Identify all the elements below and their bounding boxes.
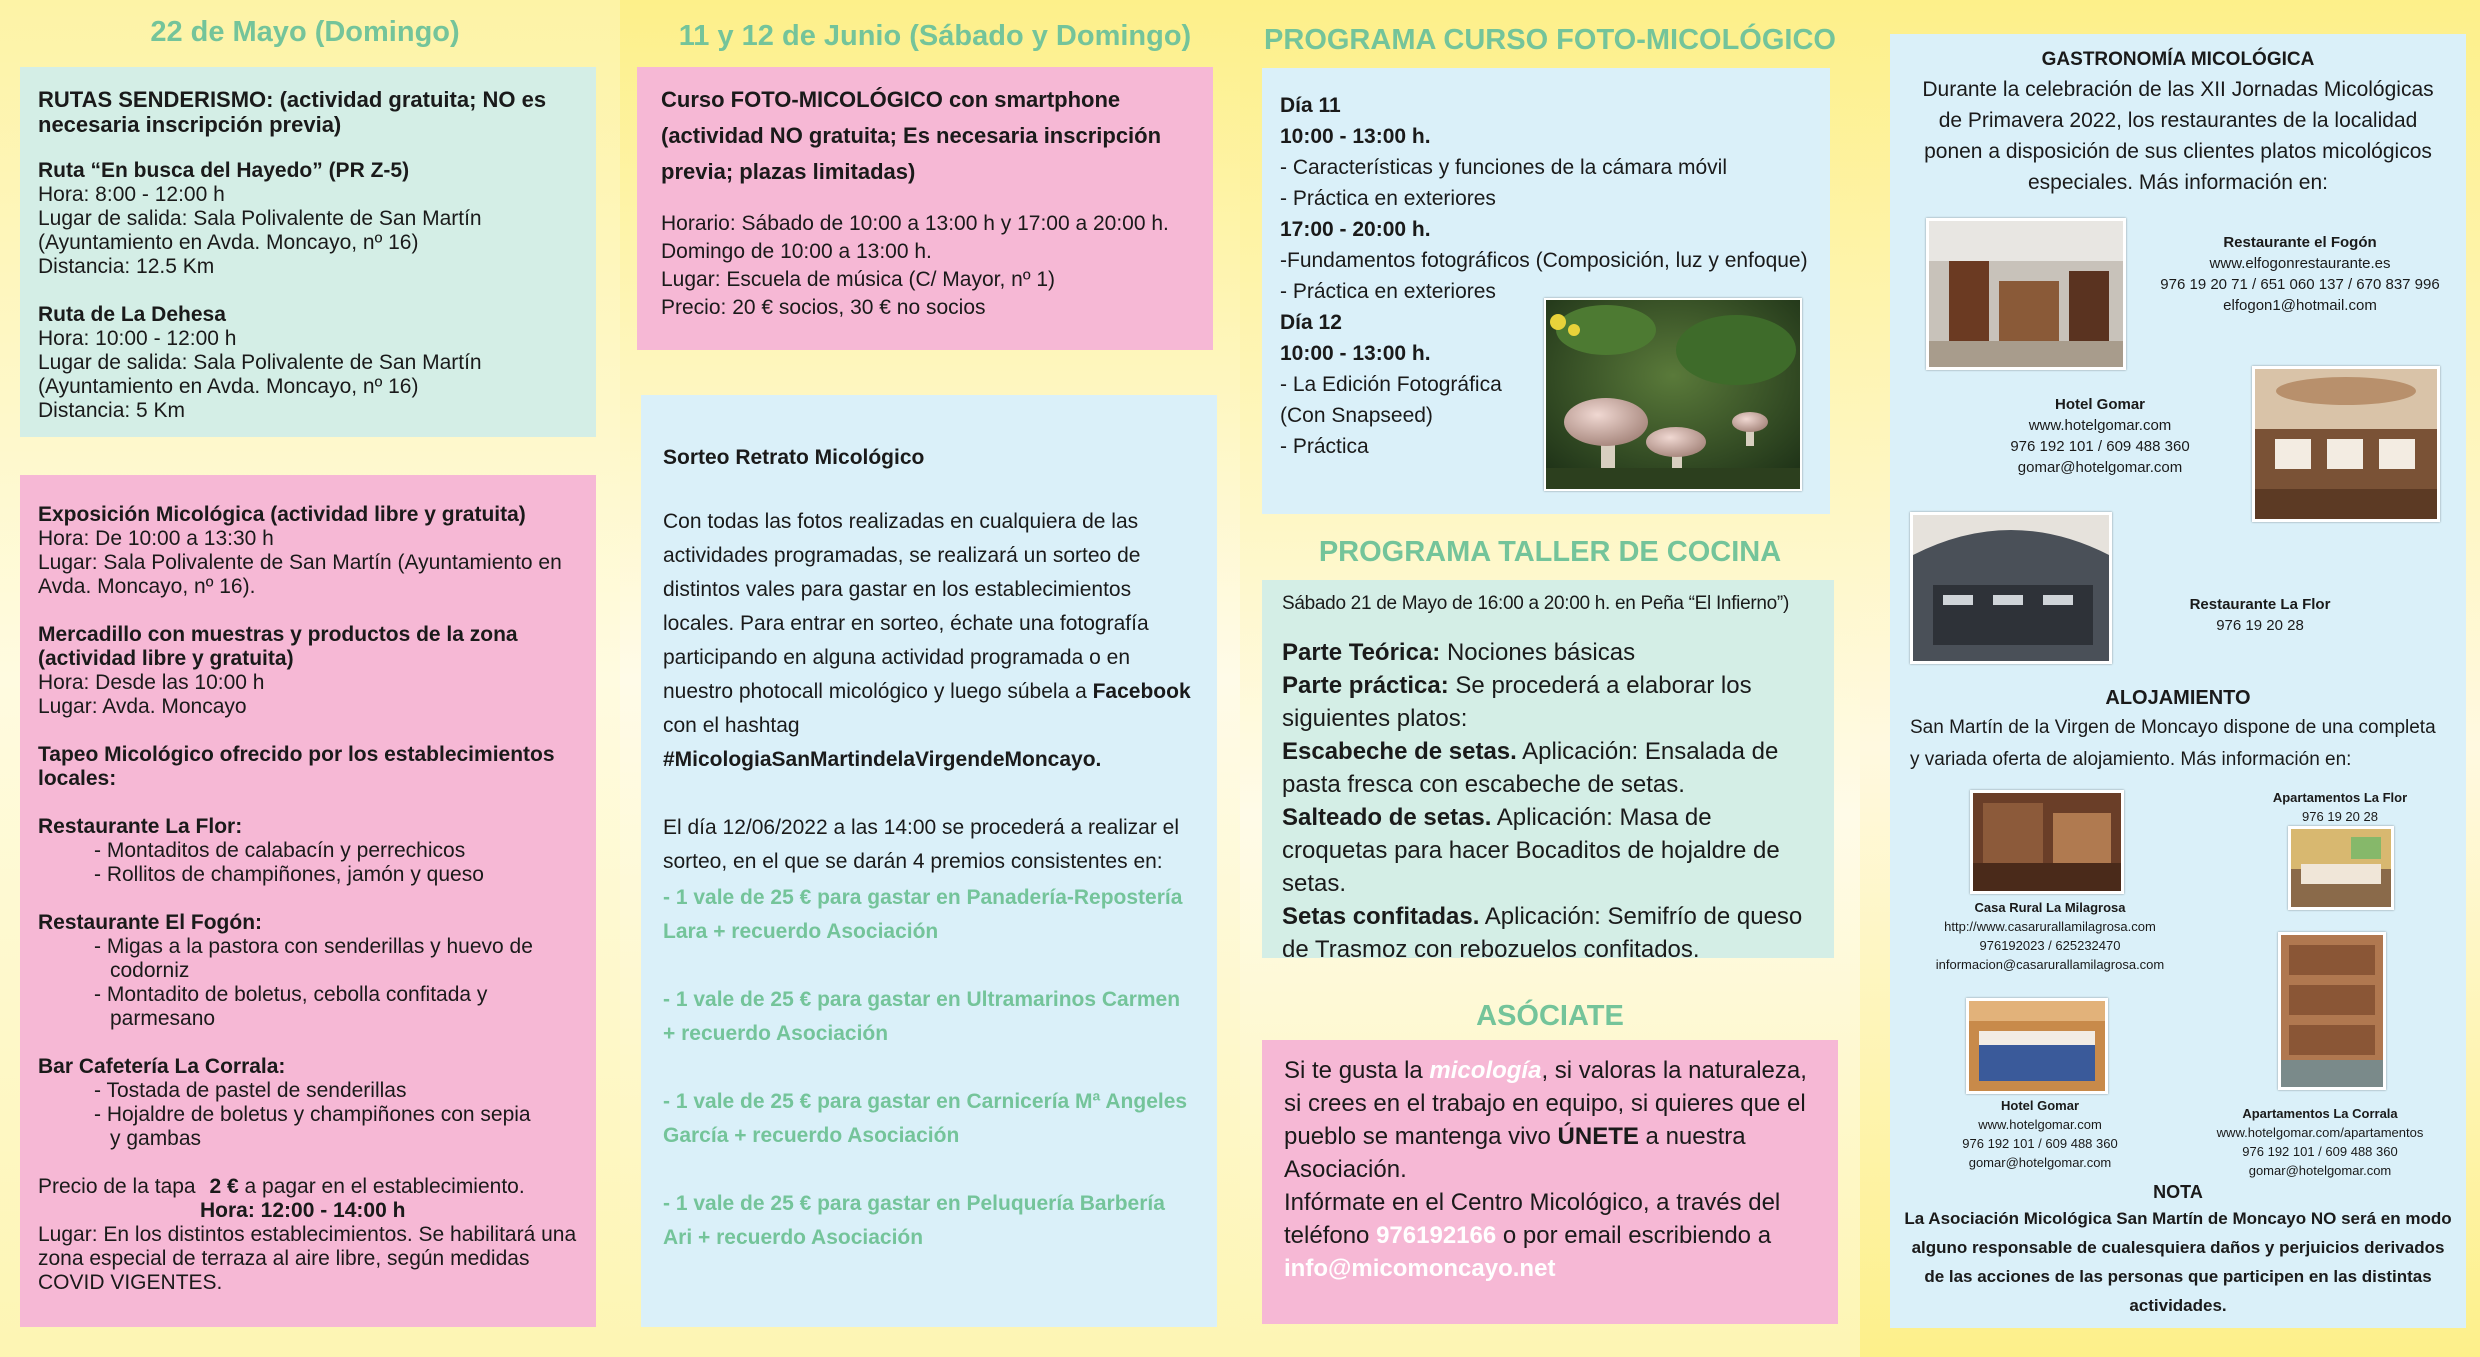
- la-corrala-web[interactable]: www.hotelgomar.com/apartamentos: [2216, 1125, 2424, 1140]
- ruta1-distancia: Distancia: 12.5 Km: [38, 255, 215, 278]
- gomar-image: [2255, 369, 2437, 519]
- rest-el-fogon-tapa-2: - Montadito de boletus, cebolla confitada y: [94, 983, 488, 1006]
- plato-1-label: Escabeche de setas.: [1282, 738, 1517, 765]
- parte-teorica: [1282, 636, 1814, 669]
- parte-practica: [1282, 669, 1814, 735]
- plato-1-valor: Aplicación: Ensalada de pasta fresca con escabeche de setas.: [1282, 738, 1779, 798]
- apartamentos-la-flor-image: [2291, 829, 2391, 907]
- rest-la-flor: Restaurante La Flor:: [38, 815, 243, 838]
- hotel-gomar-2-telefono: 976 192 101 / 609 488 360: [1962, 1136, 2118, 1151]
- la-flor-nombre: Restaurante La Flor: [2189, 596, 2331, 613]
- plato-2-valor: Aplicación: Masa de croquetas para hacer Bocaditos de hojaldre de setas.: [1282, 804, 1780, 897]
- asociate-email[interactable]: info@micomoncayo.net: [1284, 1255, 1556, 1282]
- plato-3-label: Setas confitadas.: [1282, 903, 1480, 930]
- dia-12-item-a: - La Edición Fotográfica: [1280, 373, 1502, 396]
- la-flor-telefono: 976 19 20 28: [2216, 617, 2304, 634]
- sorteo-title: Sorteo Retrato Micológico: [663, 446, 925, 469]
- sorteo-parrafo-2: El día 12/06/2022 a las 14:00 se procederá a realizar el sorteo, en el que se darán 4 premios consistentes en:: [663, 816, 1180, 873]
- fogon-web[interactable]: www.elfogonrestaurante.es: [2209, 255, 2391, 272]
- mushroom-photo: [1544, 298, 1802, 491]
- nota-title: NOTA: [2153, 1182, 2203, 1202]
- asociate-telefono[interactable]: 976192166: [1376, 1222, 1497, 1249]
- heading-programa-curso: PROGRAMA CURSO FOTO-MICOLÓGICO: [1264, 24, 1836, 56]
- fogon-telefono: 976 19 20 71 / 651 060 137 / 670 837 996: [2160, 276, 2440, 293]
- fogon-nombre: Restaurante el Fogón: [2223, 234, 2377, 251]
- fogon-image: [1929, 221, 2123, 367]
- sorteo-texto-1b: con el hashtag: [663, 714, 800, 737]
- precio-tapa-label: Precio de la tapa: [38, 1175, 196, 1198]
- parte-practica-label: Parte práctica:: [1282, 672, 1449, 699]
- casa-rural-nombre: Casa Rural La Milagrosa: [1974, 900, 2126, 915]
- casa-rural-web[interactable]: http://www.casarurallamilagrosa.com: [1944, 919, 2156, 934]
- la-corrala-nombre: Apartamentos La Corrala: [2242, 1106, 2398, 1121]
- asociate-contacto: [1284, 1186, 1816, 1285]
- dia-11-item-a: - Características y funciones de la cámara móvil: [1280, 156, 1727, 179]
- plato-1: [1282, 735, 1814, 801]
- expo-title: Exposición Micológica (actividad libre y gratuita): [38, 503, 526, 526]
- column-3: [1240, 0, 1860, 1357]
- curso-horario-2: Domingo de 10:00 a 13:00 h.: [661, 240, 932, 263]
- hotel-gomar-2-email[interactable]: gomar@hotelgomar.com: [1968, 1155, 2112, 1170]
- gomar-nombre: Hotel Gomar: [2054, 396, 2145, 413]
- dia-11: Día 11: [1280, 94, 1341, 117]
- expo-hora: Hora: De 10:00 a 13:30 h: [38, 527, 274, 550]
- parte-practica-valor: Se procederá a elaborar los siguientes platos:: [1282, 672, 1752, 732]
- ruta1-hora: Hora: 8:00 - 12:00 h: [38, 183, 225, 206]
- sorteo-box: [641, 395, 1217, 1327]
- curso-title: Curso FOTO-MICOLÓGICO con smartphone (actividad NO gratuita; Es necesaria inscripción previa; plazas limitadas): [661, 87, 1162, 184]
- mercadillo-lugar: Lugar: Avda. Moncayo: [38, 695, 247, 718]
- heading-taller-cocina: PROGRAMA TALLER DE COCINA: [1318, 536, 1782, 568]
- ruta1-lugar2: (Ayuntamiento en Avda. Moncayo, nº 16): [38, 231, 419, 254]
- asociate-texto-d: Infórmate en el Centro Micológico, a través del teléfono: [1284, 1189, 1781, 1249]
- bar-la-corrala: Bar Cafetería La Corrala:: [38, 1055, 286, 1078]
- plato-2-label: Salteado de setas.: [1282, 804, 1492, 831]
- plato-3-valor: Aplicación: Semifrío de queso de Trasmoz con rebozuelos confitados.: [1282, 903, 1803, 963]
- ruta2-hora: Hora: 10:00 - 12:00 h: [38, 327, 237, 350]
- premio-3: - 1 vale de 25 € para gastar en Carnicería Mª Angeles García + recuerdo Asociación: [663, 1090, 1188, 1147]
- mushroom-image: [1546, 300, 1800, 489]
- la-corrala-email[interactable]: gomar@hotelgomar.com: [2248, 1163, 2392, 1178]
- asociate-texto-a: Si te gusta la: [1284, 1057, 1423, 1084]
- sorteo-parrafo-1: [663, 505, 1195, 777]
- sorteo-hashtag: #MicologiaSanMartindelaVirgendeMoncayo.: [663, 748, 1102, 771]
- premio-2: - 1 vale de 25 € para gastar en Ultramarinos Carmen + recuerdo Asociación: [663, 988, 1181, 1045]
- la-corrala-telefono: 976 192 101 / 609 488 360: [2242, 1144, 2398, 1159]
- dia-12-item-a2: (Con Snapseed): [1280, 404, 1433, 427]
- alojamiento-texto: San Martín de la Virgen de Moncayo dispone de una completa y variada oferta de alojamiento. Más información en:: [1910, 717, 2436, 770]
- parte-teorica-label: Parte Teórica:: [1282, 639, 1441, 666]
- asociate-texto-c: a nuestra Asociación.: [1284, 1123, 1746, 1183]
- taller-subtitulo: Sábado 21 de Mayo de 16:00 a 20:00 h. en Peña “El Infierno”): [1282, 593, 1789, 614]
- curso-lugar: Lugar: Escuela de música (C/ Mayor, nº 1): [661, 268, 1056, 291]
- sorteo-facebook: Facebook: [1092, 680, 1191, 703]
- hotel-gomar-2-web[interactable]: www.hotelgomar.com: [1978, 1117, 2102, 1132]
- ruta2-title: Ruta de La Dehesa: [38, 303, 226, 326]
- premio-4: - 1 vale de 25 € para gastar en Peluquería Barbería Ari + recuerdo Asociación: [663, 1192, 1165, 1249]
- dia-12-hora-1: 10:00 - 13:00 h.: [1280, 342, 1431, 365]
- ruta2-lugar: Lugar de salida: Sala Polivalente de San Martín: [38, 351, 482, 374]
- alojamiento-title: ALOJAMIENTO: [2105, 687, 2251, 709]
- premio-1: - 1 vale de 25 € para gastar en Panadería-Repostería Lara + recuerdo Asociación: [663, 886, 1183, 943]
- fogon-email[interactable]: elfogon1@hotmail.com: [2223, 297, 2377, 314]
- hotel-gomar-2-photo: [1966, 998, 2108, 1094]
- curso-box: [637, 67, 1213, 350]
- asociate-unete: ÚNETE: [1557, 1123, 1639, 1150]
- casa-rural-telefono: 976192023 / 625232470: [1979, 938, 2121, 953]
- la-corrala-photo: [2278, 932, 2386, 1090]
- heading-asociate: ASÓCIATE: [1476, 1000, 1624, 1032]
- la-flor-image: [1913, 515, 2109, 661]
- exposicion-box: [20, 475, 596, 1327]
- ruta1-lugar: Lugar de salida: Sala Polivalente de San Martín: [38, 207, 482, 230]
- column-2: [620, 0, 1240, 1357]
- dia-11-item-d: - Práctica en exteriores: [1280, 280, 1496, 303]
- precio-tapa-valor: 2 €: [209, 1175, 239, 1198]
- dia-11-hora-2: 17:00 - 20:00 h.: [1280, 218, 1431, 241]
- rest-la-flor-tapa-1: - Montaditos de calabacín y perrechicos: [94, 839, 466, 862]
- ruta2-distancia: Distancia: 5 Km: [38, 399, 186, 422]
- gomar-photo: [2252, 366, 2440, 522]
- rest-el-fogon-tapa-2b: parmesano: [110, 1007, 216, 1030]
- curso-precio: Precio: 20 € socios, 30 € no socios: [661, 296, 986, 319]
- bar-la-corrala-tapa-2: - Hojaldre de boletus y champiñones con sepia: [94, 1103, 531, 1126]
- dia-11-item-c: -Fundamentos fotográficos (Composición, luz y enfoque): [1280, 249, 1808, 272]
- fogon-photo: [1926, 218, 2126, 370]
- nota-texto: La Asociación Micológica San Martín de Moncayo NO será en modo alguno responsable de cualesquiera daños y perjuicios derivados de las acciones de las personas que participen en las distintas actividades.: [1904, 1209, 2452, 1315]
- tapeo-title: Tapeo Micológico ofrecido por los establecimientos locales:: [38, 743, 555, 790]
- dia-12: Día 12: [1280, 311, 1342, 334]
- tapa-hora: Hora: 12:00 - 14:00 h: [200, 1199, 406, 1222]
- casa-rural-photo: [1970, 790, 2124, 894]
- dia-11-item-b: - Práctica en exteriores: [1280, 187, 1496, 210]
- dia-11-hora-1: 10:00 - 13:00 h.: [1280, 125, 1431, 148]
- precio-tapa-post: a pagar en el establecimiento.: [244, 1175, 525, 1198]
- mercadillo-title: Mercadillo con muestras y productos de la zona (actividad libre y gratuita): [38, 623, 518, 670]
- la-corrala-image: [2281, 935, 2383, 1087]
- gastronomia-title: GASTRONOMÍA MICOLÓGICA: [2041, 49, 2315, 70]
- ruta1-title: Ruta “En busca del Hayedo” (PR Z-5): [38, 159, 410, 182]
- gastronomia-texto: Durante la celebración de las XII Jornadas Micológicas de Primavera 2022, los restaurantes de la localidad ponen a disposición de sus clientes platos micológicos especiales. Más información en:: [1922, 78, 2434, 194]
- casa-rural-email[interactable]: informacion@casarurallamilagrosa.com: [1935, 957, 2165, 972]
- rutas-title: RUTAS SENDERISMO: (actividad gratuita; NO es necesaria inscripción previa): [38, 87, 547, 137]
- gastronomia-box: [1890, 34, 2466, 1328]
- column-1: [0, 0, 620, 1357]
- plato-3: [1282, 900, 1814, 966]
- curso-horario-1: Horario: Sábado de 10:00 a 13:00 h y 17:00 a 20:00 h.: [661, 212, 1169, 235]
- asociate-texto-e: o por email escribiendo a: [1502, 1222, 1772, 1249]
- heading-22-mayo: 22 de Mayo (Domingo): [150, 16, 460, 48]
- apartamentos-la-flor-telefono: 976 19 20 28: [2302, 809, 2378, 824]
- taller-cocina-box: [1262, 580, 1834, 963]
- sorteo-texto-1: Con todas las fotos realizadas en cualquiera de las actividades programadas, se realizará un sorteo de distintos vales para gastar en los establecimientos locales. Para entrar en sorteo, échate una fotografía participando en alguna actividad programada o en nuestro photocall micológico y luego súbela a: [663, 510, 1149, 703]
- precio-tapa: [38, 1175, 578, 1199]
- la-flor-photo: [1910, 512, 2112, 664]
- hotel-gomar-2-nombre: Hotel Gomar: [2000, 1098, 2079, 1113]
- asociate-texto-b: , si valoras la naturaleza, si crees en el trabajo en equipo, si quieres que el pueblo se mantenga vivo: [1284, 1057, 1807, 1150]
- rest-la-flor-tapa-2: - Rollitos de champiñones, jamón y queso: [94, 863, 484, 886]
- bar-la-corrala-tapa-2b: y gambas: [110, 1127, 202, 1150]
- asociate-texto: [1284, 1054, 1816, 1186]
- parte-teorica-valor: Nociones básicas: [1446, 639, 1636, 666]
- rutas-box: [20, 67, 596, 437]
- ruta2-lugar2: (Ayuntamiento en Avda. Moncayo, nº 16): [38, 375, 419, 398]
- gomar-email[interactable]: gomar@hotelgomar.com: [2017, 459, 2183, 476]
- apartamentos-la-flor-nombre: Apartamentos La Flor: [2272, 790, 2408, 805]
- plato-2: [1282, 801, 1814, 900]
- mercadillo-hora: Hora: Desde las 10:00 h: [38, 671, 265, 694]
- rest-el-fogon-tapa-1: - Migas a la pastora con senderillas y huevo de: [94, 935, 533, 958]
- rest-el-fogon-tapa-1b: codorniz: [110, 959, 190, 982]
- casa-rural-image: [1973, 793, 2121, 891]
- heading-junio: 11 y 12 de Junio (Sábado y Domingo): [678, 20, 1192, 52]
- apartamentos-la-flor-photo: [2288, 826, 2394, 910]
- bar-la-corrala-tapa-1: - Tostada de pastel de senderillas: [94, 1079, 407, 1102]
- dia-12-item-b: - Práctica: [1280, 435, 1369, 458]
- column-4: [1860, 0, 2480, 1357]
- rest-el-fogon: Restaurante El Fogón:: [38, 911, 263, 934]
- gomar-telefono: 976 192 101 / 609 488 360: [2010, 438, 2190, 455]
- asociate-box: [1262, 1040, 1838, 1324]
- expo-lugar: Lugar: Sala Polivalente de San Martín (Ayuntamiento en Avda. Moncayo, nº 16).: [38, 551, 562, 598]
- gomar-web[interactable]: www.hotelgomar.com: [2028, 417, 2172, 434]
- tapa-lugar: Lugar: En los distintos establecimientos. Se habilitará una zona especial de terraza al aire libre, según medidas COVID VIGENTES.: [38, 1223, 577, 1294]
- asociate-micologia: micología: [1429, 1057, 1542, 1084]
- hotel-gomar-2-image: [1969, 1001, 2105, 1091]
